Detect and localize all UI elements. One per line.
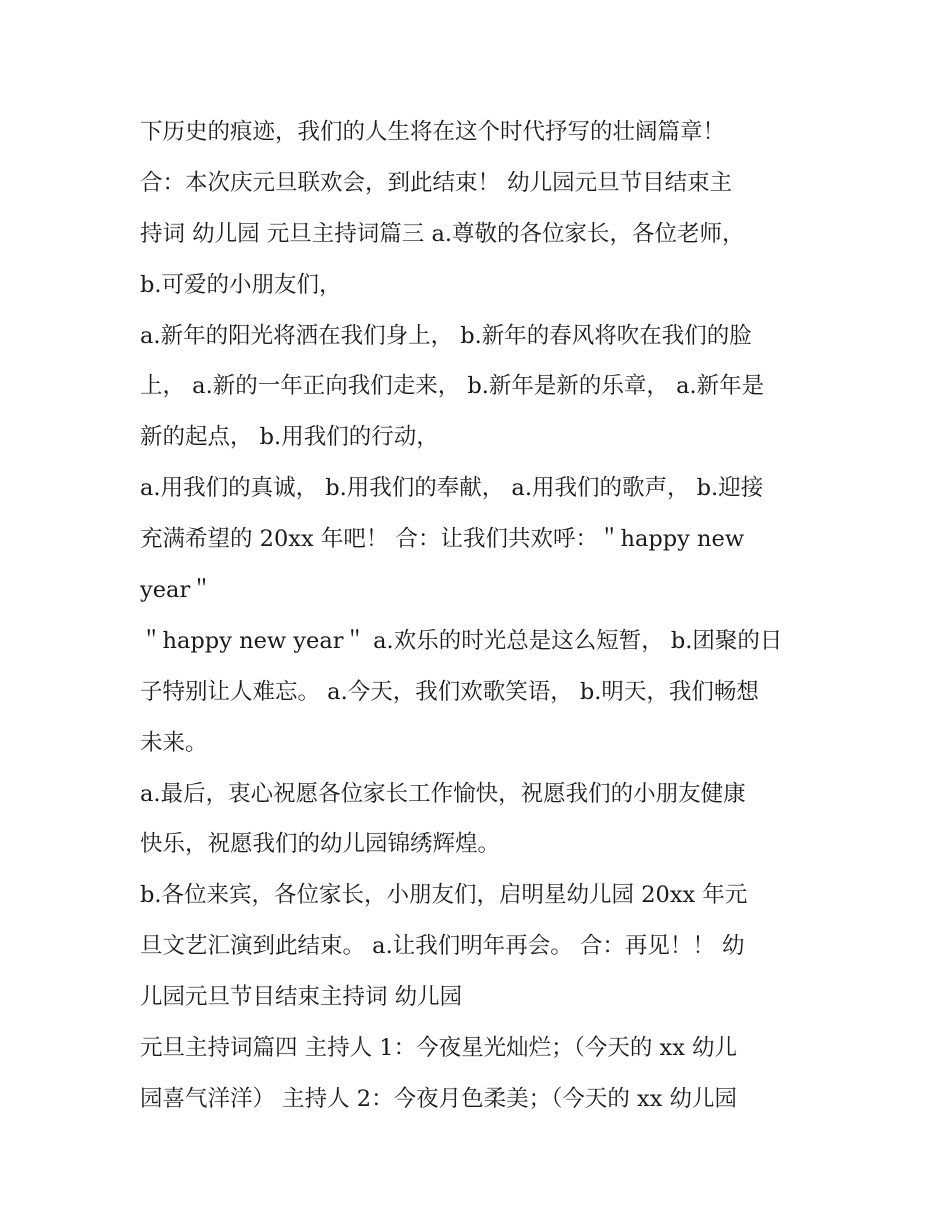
text-line: b.可爱的小朋友们， [140,271,342,298]
text-line: 园喜气洋洋） 主持人 2：今夜月色柔美；（今天的 xx 幼儿园 [140,1085,738,1112]
body-text [140,107,820,1125]
text-line: a.最后，衷心祝愿各位家长工作愉快，祝愿我们的小朋友健康 [140,780,746,807]
text-line: 下历史的痕迹，我们的人生将在这个时代抒写的壮阔篇章！ [140,119,726,145]
text-line: 儿园元旦节目结束主持词 幼儿园 [140,984,463,1011]
text-line: ＂happy new year＂ a.欢乐的时光总是这么短暂， b.团聚的日 [140,627,783,654]
text-line: 旦文艺汇演到此结束。 a.让我们明年再会。 合：再见！！ 幼 [140,933,745,960]
text-line: a.新年的阳光将洒在我们身上， b.新年的春风将吹在我们的脸 [140,322,752,349]
text-line: 持词 幼儿园 元旦主持词篇三 a.尊敬的各位家长，各位老师， [140,220,745,247]
text-line: 快乐，祝愿我们的幼儿园锦绣辉煌。 [140,831,501,858]
text-line: a.用我们的真诚， b.用我们的奉献， a.用我们的歌声， b.迎接 [140,475,764,502]
text-line: 元旦主持词篇四 主持人 1：今夜星光灿烂；（今天的 xx 幼儿 [140,1035,738,1062]
text-line: b.各位来宾，各位家长，小朋友们，启明星幼儿园 20xx 年元 [140,882,748,909]
text-line: 充满希望的 20xx 年吧！ 合：让我们共欢呼：＂happy new [140,526,745,553]
text-line: 未来。 [140,729,208,756]
text-line: year＂ [140,577,213,604]
text-line: 子特别让人难忘。 a.今天，我们欢歌笑语， b.明天，我们畅想 [140,678,759,705]
text-line: 新的起点， b.用我们的行动， [140,424,439,451]
text-line: 上， a.新的一年正向我们走来， b.新年是新的乐章， a.新年是 [140,373,765,400]
text-line: 合：本次庆元旦联欢会，到此结束！ 幼儿园元旦节目结束主 [140,169,733,196]
